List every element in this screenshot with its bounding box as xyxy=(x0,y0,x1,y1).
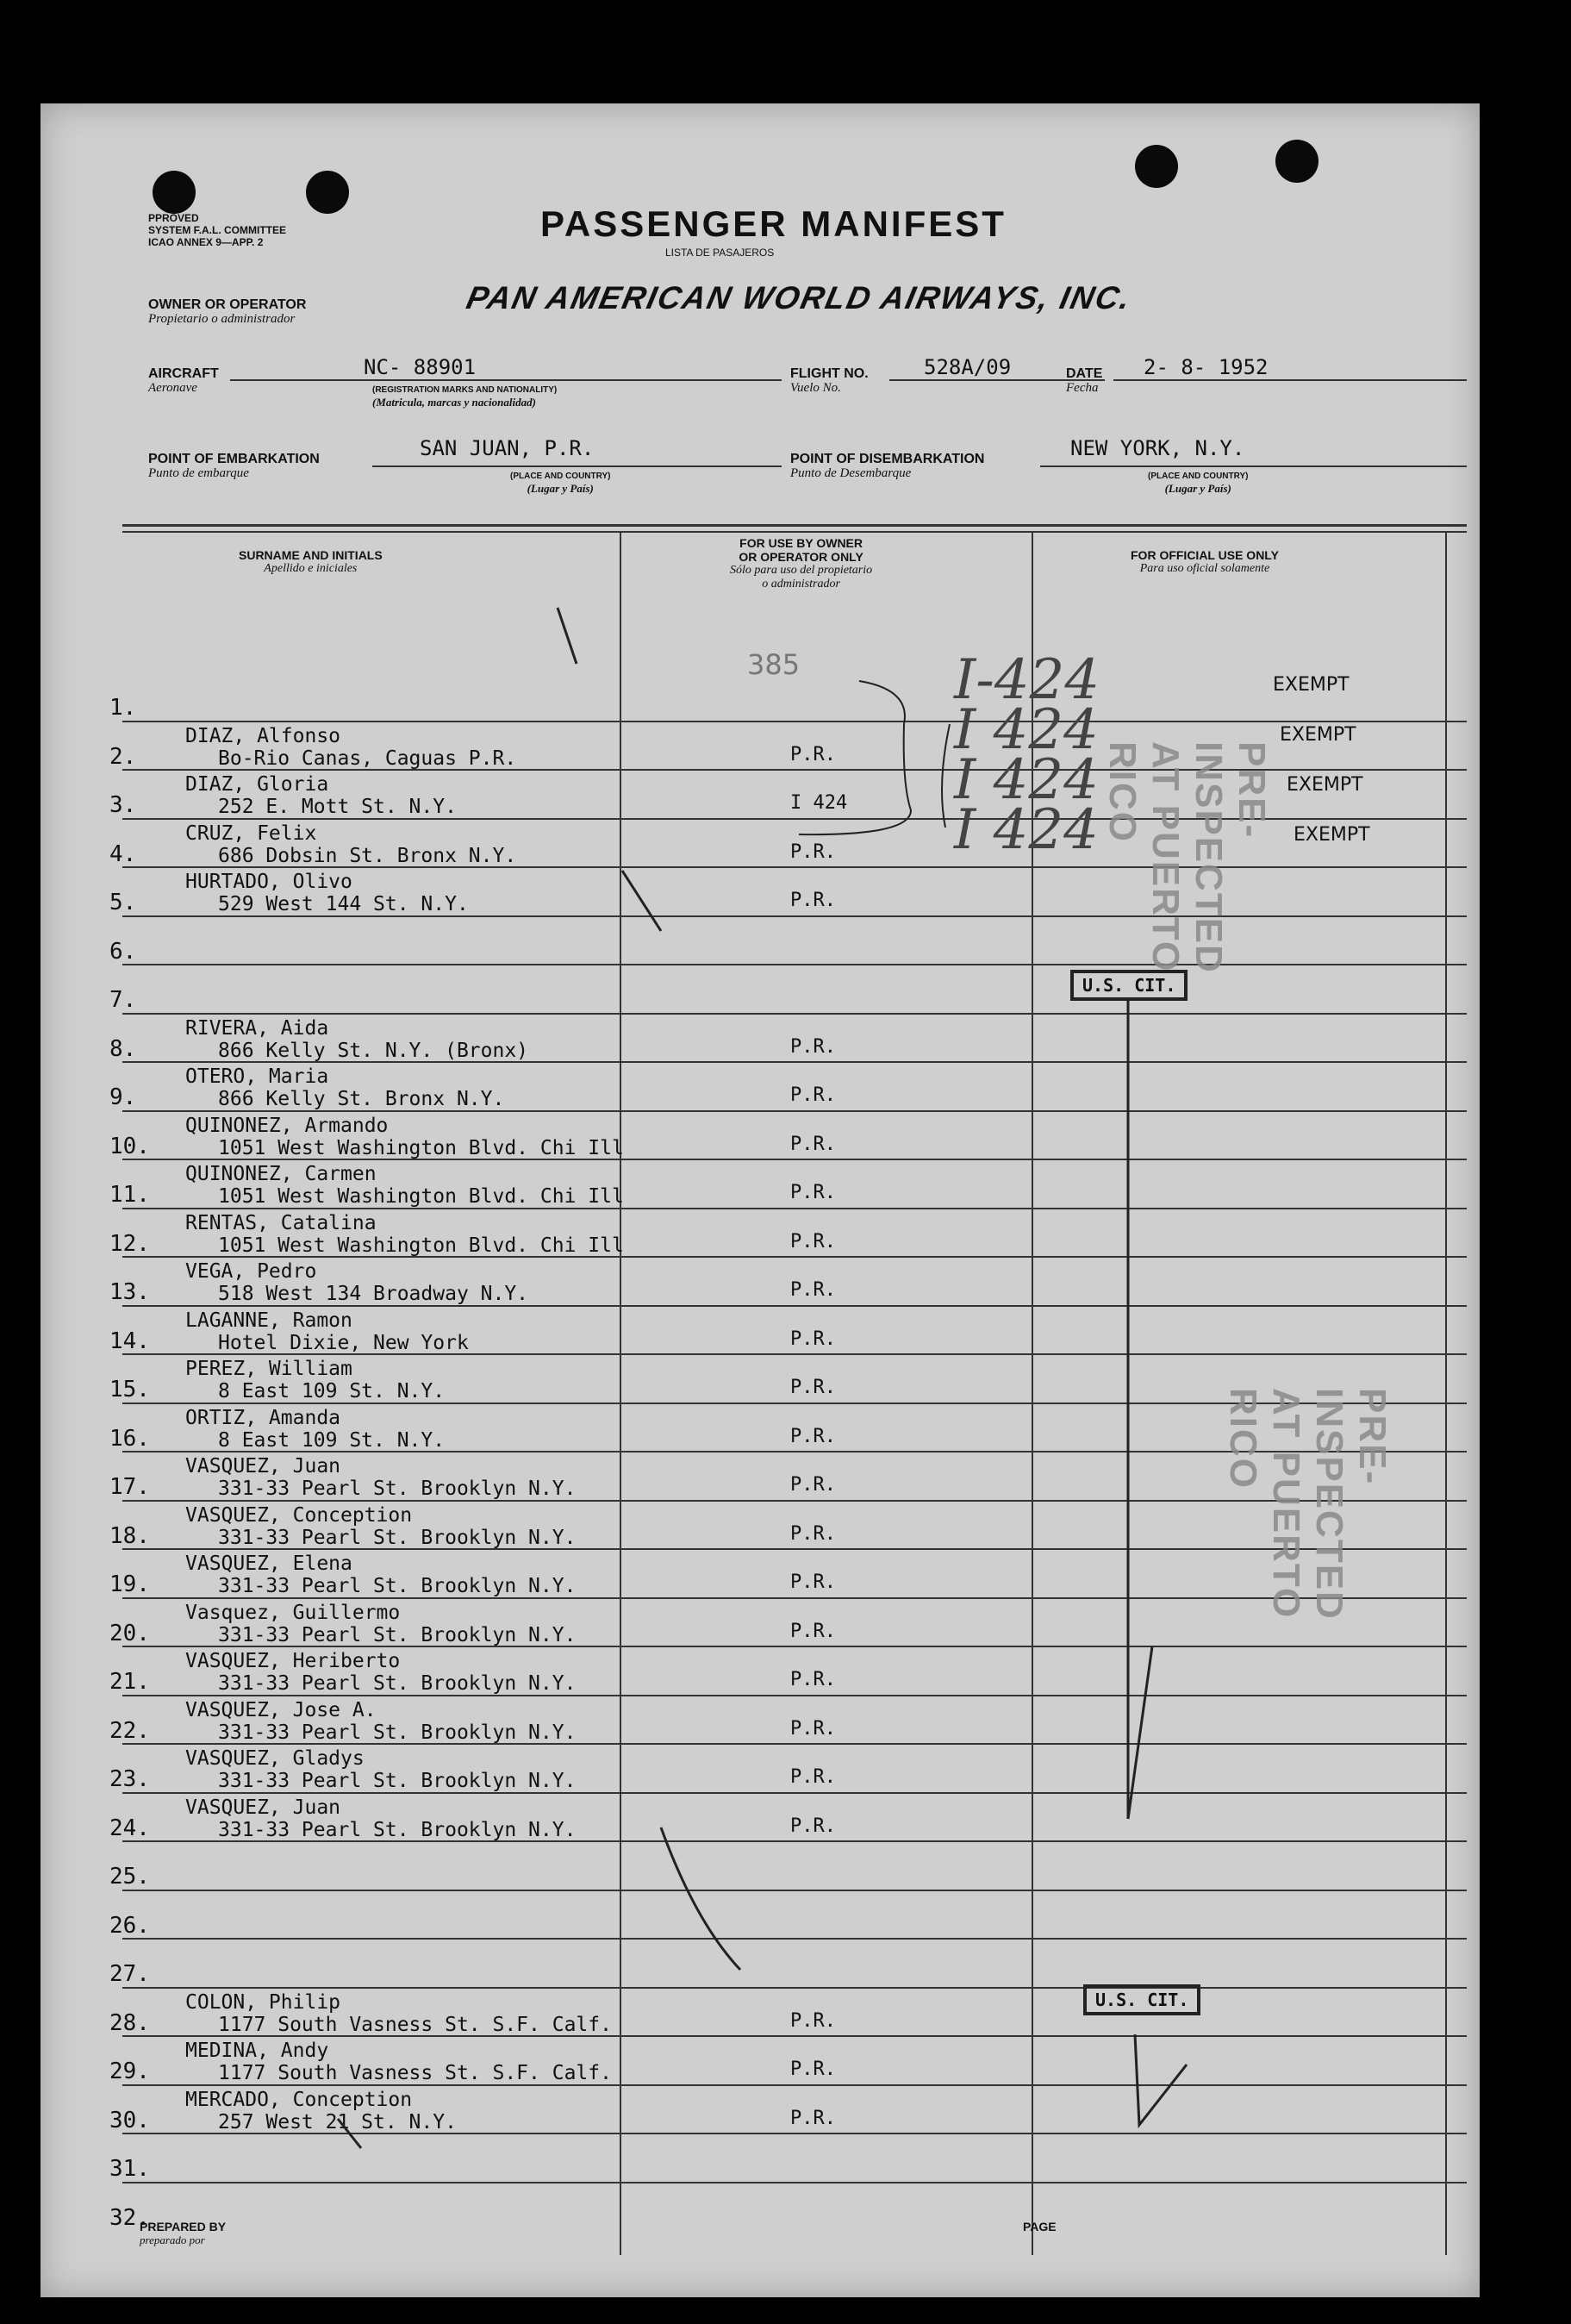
passenger-address: 331-33 Pearl St. Brooklyn N.Y. xyxy=(218,1623,577,1646)
passenger-address: 331-33 Pearl St. Brooklyn N.Y. xyxy=(218,1477,577,1500)
approval-line: SYSTEM F.A.L. COMMITTEE xyxy=(148,224,287,236)
owner-use-value: P.R. xyxy=(790,1279,836,1301)
row-number: 26. xyxy=(109,1912,150,1939)
passenger-name: VASQUEZ, Conception xyxy=(185,1503,413,1527)
passenger-name: VASQUEZ, Gladys xyxy=(185,1747,365,1770)
pen-stroke xyxy=(558,608,577,664)
passenger-name: ORTIZ, Amanda xyxy=(185,1406,341,1429)
passenger-name: HURTADO, Olivo xyxy=(185,871,352,893)
owner-use-value: P.R. xyxy=(790,2009,836,2032)
row-number: 16. xyxy=(109,1425,150,1452)
passenger-name: QUINONEZ, Carmen xyxy=(185,1163,377,1185)
passenger-address: 8 East 109 St. N.Y. xyxy=(218,1380,446,1403)
pen-strokes xyxy=(41,103,1480,2297)
flight-label: FLIGHT NO. Vuelo No. xyxy=(790,366,869,395)
row-number: 21. xyxy=(109,1669,150,1695)
prepared-by-label: PREPARED BY preparado por xyxy=(140,2220,227,2246)
row-number: 2. xyxy=(109,743,137,770)
row-number: 10. xyxy=(109,1133,150,1159)
manifest-sheet xyxy=(41,103,1480,2297)
embark-label: POINT OF EMBARKATION Punto de embarque xyxy=(148,452,320,480)
passenger-name: DIAZ, Gloria xyxy=(185,773,329,796)
owner-use-value: P.R. xyxy=(790,1377,836,1398)
passenger-address: 252 E. Mott St. N.Y. xyxy=(218,796,457,818)
row-number: 29. xyxy=(109,2058,150,2084)
row-number: 7. xyxy=(109,987,137,1013)
passenger-name: LAGANNE, Ramon xyxy=(185,1309,352,1332)
disembark-label: POINT OF DISEMBARKATION Punto de Desembarque xyxy=(790,452,985,480)
owner-use-value: P.R. xyxy=(790,1815,836,1837)
embark-value: SAN JUAN, P.R. xyxy=(420,436,595,460)
owner-use-value: P.R. xyxy=(790,840,836,863)
passenger-address: 866 Kelly St. N.Y. (Bronx) xyxy=(218,1039,529,1062)
passenger-name: CRUZ, Felix xyxy=(185,822,317,845)
passenger-address: 1051 West Washington Blvd. Chi Ill xyxy=(218,1234,624,1257)
pen-stroke xyxy=(1128,1646,1152,1819)
official-code: I 424 xyxy=(954,748,1099,812)
passenger-address: Hotel Dixie, New York xyxy=(218,1331,469,1354)
pen-stroke xyxy=(622,871,661,931)
page-title: PASSENGER MANIFEST xyxy=(540,203,1007,244)
row-number: 4. xyxy=(109,840,137,867)
row-number: 20. xyxy=(109,1620,150,1646)
row-number: 32. xyxy=(109,2204,150,2231)
owner-use-value: P.R. xyxy=(790,1328,836,1350)
passenger-address: 529 West 144 St. N.Y. xyxy=(218,893,469,915)
us-citizen-stamp: U.S. CIT. xyxy=(1070,970,1188,1001)
row-number: 19. xyxy=(109,1571,150,1597)
passenger-address: 331-33 Pearl St. Brooklyn N.Y. xyxy=(218,1575,577,1597)
passenger-name: DIAZ, Alfonso xyxy=(185,724,341,747)
date-label: DATE Fecha xyxy=(1066,366,1103,395)
row-number: 5. xyxy=(109,890,137,915)
owner-use-value: P.R. xyxy=(790,1425,836,1447)
owner-use-value: P.R. xyxy=(790,2058,836,2080)
exempt-note: EXEMPT xyxy=(1287,774,1363,796)
owner-use-value: P.R. xyxy=(790,1230,836,1253)
passenger-address: 331-33 Pearl St. Brooklyn N.Y. xyxy=(218,1672,577,1695)
passenger-address: 331-33 Pearl St. Brooklyn N.Y. xyxy=(218,1770,577,1792)
owner-use-value: P.R. xyxy=(790,2107,836,2129)
row-number: 17. xyxy=(109,1474,150,1500)
owner-use-value: P.R. xyxy=(790,1522,836,1545)
passenger-name: VASQUEZ, Jose A. xyxy=(185,1698,377,1721)
aircraft-label: AIRCRAFT Aeronave xyxy=(148,366,219,395)
row-number: 8. xyxy=(109,1035,137,1062)
page-label: PAGE xyxy=(1023,2220,1057,2233)
row-number: 9. xyxy=(109,1084,137,1110)
passenger-name: COLON, Philip xyxy=(185,1990,341,2014)
owner-use-value: P.R. xyxy=(790,1766,836,1788)
handwritten-number: 385 xyxy=(747,648,801,681)
pen-stroke xyxy=(338,2119,361,2148)
date-value: 2- 8- 1952 xyxy=(1144,355,1269,379)
owner-use-value: P.R. xyxy=(790,890,836,911)
row-number: 28. xyxy=(109,2009,150,2036)
column-header-owner: FOR USE BY OWNER OR OPERATOR ONLY Sólo para uso del propietario o administrador xyxy=(730,536,873,590)
exempt-note: EXEMPT xyxy=(1273,674,1350,696)
passenger-address: 8 East 109 St. N.Y. xyxy=(218,1428,446,1452)
passenger-name: MEDINA, Andy xyxy=(185,2040,329,2062)
passenger-address: 331-33 Pearl St. Brooklyn N.Y. xyxy=(218,1526,577,1549)
row-number: 3. xyxy=(109,792,137,818)
row-number: 23. xyxy=(109,1766,150,1792)
exempt-note: EXEMPT xyxy=(1280,724,1356,746)
passenger-name: Vasquez, Guillermo xyxy=(185,1601,401,1624)
passenger-address: 866 Kelly St. Bronx N.Y. xyxy=(218,1088,505,1110)
passenger-name: RIVERA, Aida xyxy=(185,1016,329,1040)
passenger-name: RENTAS, Catalina xyxy=(185,1211,377,1234)
aircraft-value: NC- 88901 xyxy=(364,355,477,379)
passenger-name: VASQUEZ, Juan xyxy=(185,1796,341,1819)
row-number: 15. xyxy=(109,1377,150,1403)
row-number: 18. xyxy=(109,1522,150,1549)
owner-use-value: P.R. xyxy=(790,1571,836,1593)
passenger-address: 331-33 Pearl St. Brooklyn N.Y. xyxy=(218,1721,577,1744)
owner-use-value: P.R. xyxy=(790,1035,836,1058)
approval-line: ICAO ANNEX 9—APP. 2 xyxy=(148,236,264,248)
official-code: I 424 xyxy=(954,798,1099,862)
passenger-name: VEGA, Pedro xyxy=(185,1260,317,1283)
owner-use-value: I 424 xyxy=(790,792,848,814)
bracket-stroke xyxy=(799,681,911,834)
passenger-address: 1177 South Vasness St. S.F. Calf. xyxy=(218,2062,612,2084)
check-mark xyxy=(1135,2034,1187,2125)
passenger-address: 1051 West Washington Blvd. Chi Ill xyxy=(218,1185,624,1208)
owner-use-value: P.R. xyxy=(790,1084,836,1106)
pre-inspected-stamp: PRE-INSPECTED AT PUERTO RICO xyxy=(1222,1388,1393,1621)
exempt-note: EXEMPT xyxy=(1294,824,1370,846)
owner-use-value: P.R. xyxy=(790,1133,836,1155)
registration-note: (REGISTRATION MARKS AND NATIONALITY) (Matricula, marcas y nacionalidad) xyxy=(372,385,558,409)
approval-line: PPROVED xyxy=(148,212,199,224)
place-note: (PLACE AND COUNTRY) (Lugar y País) xyxy=(510,472,611,495)
passenger-address: 257 West 21 St. N.Y. xyxy=(218,2110,457,2133)
passenger-name: VASQUEZ, Elena xyxy=(185,1552,352,1575)
disembark-value: NEW YORK, N.Y. xyxy=(1070,436,1245,460)
us-citizen-stamp: U.S. CIT. xyxy=(1083,1984,1200,2015)
passenger-address: 331-33 Pearl St. Brooklyn N.Y. xyxy=(218,1818,577,1841)
row-number: 12. xyxy=(109,1230,150,1257)
passenger-address: 686 Dobsin St. Bronx N.Y. xyxy=(218,844,517,867)
owner-use-value: P.R. xyxy=(790,1182,836,1203)
passenger-name: VASQUEZ, Heriberto xyxy=(185,1650,401,1672)
flight-value: 528A/09 xyxy=(924,355,1012,379)
row-number: 22. xyxy=(109,1717,150,1744)
passenger-name: VASQUEZ, Juan xyxy=(185,1455,341,1477)
official-code: I 424 xyxy=(954,698,1099,762)
column-header-name: SURNAME AND INITIALS Apellido e iniciales xyxy=(239,548,383,575)
owner-use-value: P.R. xyxy=(790,1474,836,1496)
place-note: (PLACE AND COUNTRY) (Lugar y País) xyxy=(1148,472,1249,495)
page-subtitle: LISTA DE PASAJEROS xyxy=(665,247,775,259)
column-header-official: FOR OFFICIAL USE ONLY Para uso oficial solamente xyxy=(1131,548,1279,575)
row-number: 6. xyxy=(109,938,137,965)
passenger-address: 1177 South Vasness St. S.F. Calf. xyxy=(218,2013,612,2036)
airline-name: PAN AMERICAN WORLD AIRWAYS, INC. xyxy=(463,280,1135,315)
row-number: 11. xyxy=(109,1182,150,1208)
passenger-address: 1051 West Washington Blvd. Chi Ill xyxy=(218,1136,624,1159)
owner-use-value: P.R. xyxy=(790,743,836,765)
row-number: 24. xyxy=(109,1815,150,1841)
passenger-name: MERCADO, Conception xyxy=(185,2088,413,2111)
passenger-name: QUINONEZ, Armando xyxy=(185,1114,389,1137)
row-number: 31. xyxy=(109,2156,150,2182)
owner-label: OWNER OR OPERATOR Propietario o administrador xyxy=(148,297,307,326)
passenger-name: OTERO, Maria xyxy=(185,1065,329,1088)
passenger-address: Bo-Rio Canas, Caguas P.R. xyxy=(218,747,517,770)
row-number: 13. xyxy=(109,1279,150,1305)
row-number: 14. xyxy=(109,1328,150,1354)
row-number: 27. xyxy=(109,1961,150,1987)
bracket-stroke xyxy=(942,724,950,828)
passenger-address: 518 West 134 Broadway N.Y. xyxy=(218,1283,529,1305)
owner-use-value: P.R. xyxy=(790,1717,836,1740)
pre-inspected-stamp: PRE-INSPECTED AT PUERTO RICO xyxy=(1101,741,1273,974)
passenger-name: PEREZ, William xyxy=(185,1358,352,1380)
official-code: I-424 xyxy=(954,648,1100,712)
row-number: 25. xyxy=(109,1864,150,1890)
row-number: 30. xyxy=(109,2107,150,2133)
owner-use-value: P.R. xyxy=(790,1669,836,1690)
owner-use-value: P.R. xyxy=(790,1620,836,1642)
pen-stroke xyxy=(661,1827,740,1970)
row-number: 1. xyxy=(109,695,137,721)
